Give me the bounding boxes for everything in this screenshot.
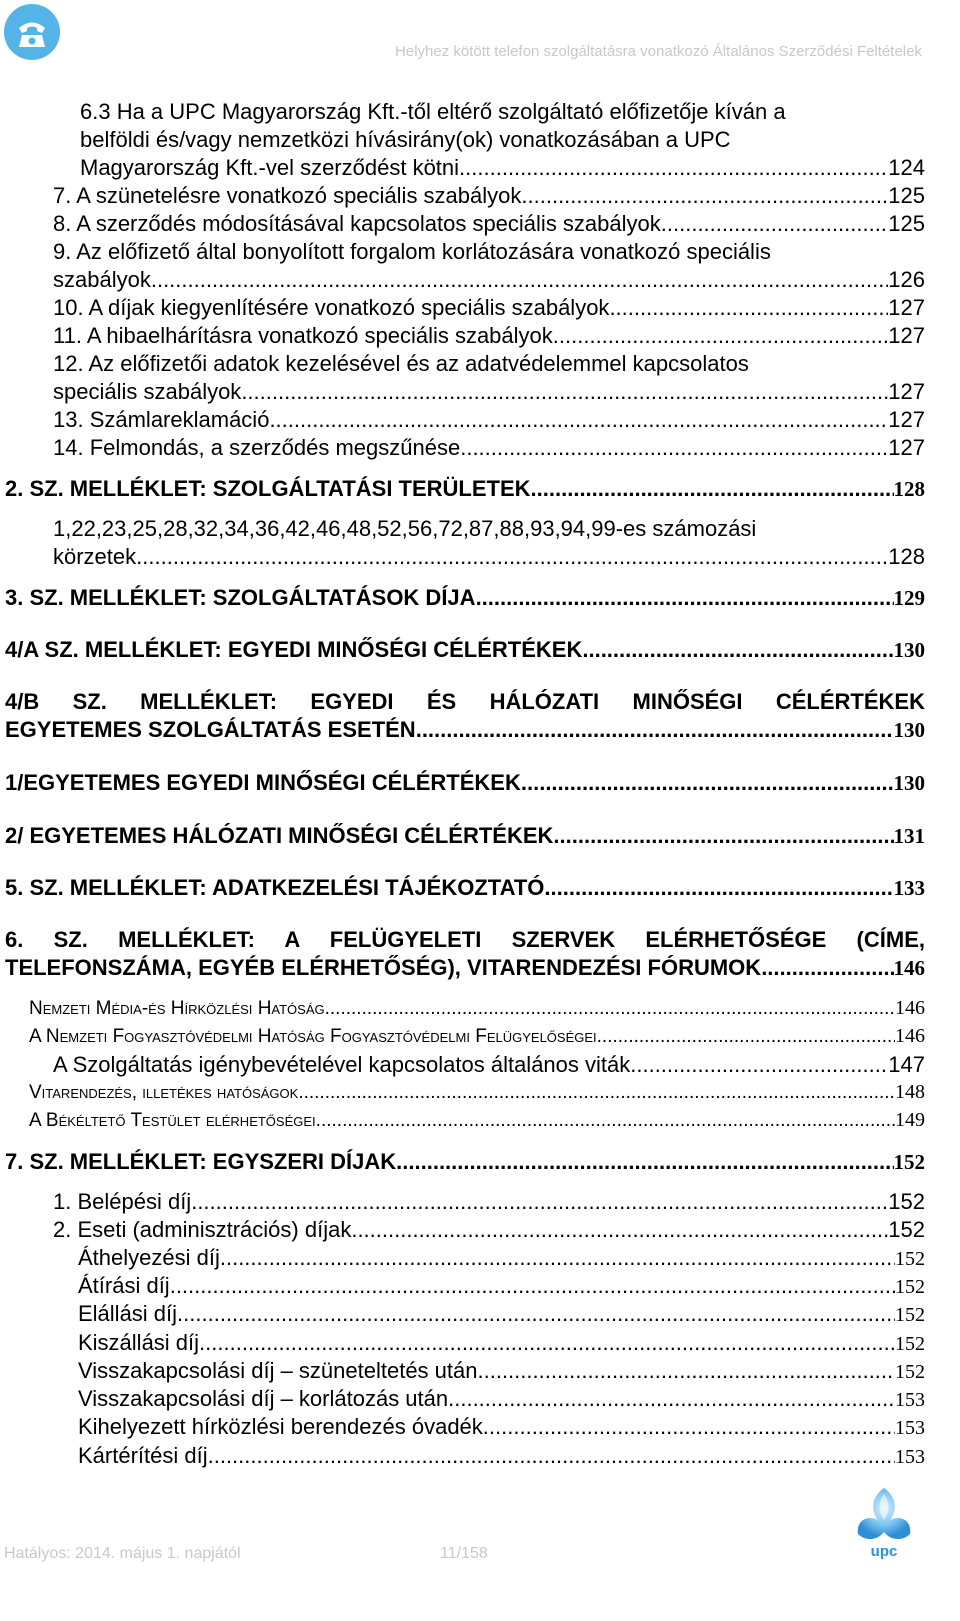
footer-effective-date: Hatályos: 2014. május 1. napjától: [4, 1545, 241, 1562]
dot-leader: [448, 1386, 895, 1412]
dot-leader: [553, 823, 893, 849]
dot-leader: [478, 1358, 896, 1384]
dot-leader: [199, 1330, 895, 1356]
dot-leader: [208, 1443, 895, 1469]
dot-leader: [476, 585, 894, 611]
dot-leader: [241, 379, 888, 405]
toc-entry-text: EGYETEMES SZOLGÁLTATÁS ESETÉN: [5, 717, 416, 742]
toc-entry-text: Kiszállási díj: [78, 1330, 200, 1355]
toc-page-number: 127: [888, 295, 925, 320]
document-header-title: Helyhez kötött telefon szolgáltatásra vonatkozó Általános Szerződési Feltételek: [395, 43, 922, 60]
toc-entry-text: 5. SZ. MELLÉKLET: ADATKEZELÉSI TÁJÉKOZTATÓ: [5, 875, 545, 900]
dot-leader: [269, 407, 888, 433]
toc-page-number: 133: [893, 876, 925, 900]
toc-page-number: 152: [895, 1248, 925, 1270]
toc-page-number: 128: [888, 544, 925, 569]
dot-leader: [416, 717, 894, 743]
dot-leader: [597, 1026, 895, 1048]
dot-leader: [220, 1245, 895, 1271]
dot-leader: [170, 1273, 895, 1299]
dot-leader: [521, 183, 888, 209]
toc-page-number: 127: [888, 407, 925, 432]
toc-entry-text: 2/ EGYETEMES HÁLÓZATI MINŐSÉGI CÉLÉRTÉKEK: [5, 823, 554, 848]
toc-page-number: 152: [895, 1276, 925, 1298]
dot-leader: [298, 1082, 895, 1104]
toc-page-number: 152: [895, 1361, 925, 1383]
toc-page-number: 146: [893, 956, 925, 980]
dot-leader: [661, 211, 889, 237]
toc-entry-text: 6. SZ. MELLÉKLET: A FELÜGYELETI SZERVEK ELÉRHETŐSÉGE (CÍME,: [5, 927, 925, 952]
toc-page-number: 152: [895, 1333, 925, 1355]
toc-entry-text: A Nemzeti Fogyasztóvédelmi Hatóság Fogyasztóvédelmi Felügyelőségei: [29, 1026, 597, 1047]
toc-page-number: 152: [893, 1150, 925, 1174]
toc-page-number: 153: [895, 1417, 925, 1439]
toc-entry-text: Nemzeti Média-és Hírközlési Hatóság: [29, 998, 325, 1019]
toc-entry-text: 7. SZ. MELLÉKLET: EGYSZERI DÍJAK: [5, 1149, 397, 1174]
dot-leader: [553, 323, 889, 349]
toc-page-number: 125: [888, 211, 925, 236]
toc-page-number: 128: [893, 477, 925, 501]
dot-leader: [483, 1414, 895, 1440]
toc-entry-text: 6.3 Ha a UPC Magyarország Kft.-től eltérő szolgáltató előfizetője kíván a: [80, 99, 786, 124]
toc-entry-text: belföldi és/vagy nemzetközi hívásirány(ok) vonatkozásában a UPC: [80, 127, 731, 152]
toc-entry-text: Elállási díj: [78, 1301, 178, 1326]
toc-entry-text: 2. SZ. MELLÉKLET: SZOLGÁLTATÁSI TERÜLETEK: [5, 476, 531, 501]
toc-page-number: 126: [888, 267, 925, 292]
dot-leader: [351, 1217, 888, 1243]
toc-entry-text: Visszakapcsolási díj – korlátozás után: [78, 1386, 449, 1411]
toc-entry-text: 7. A szünetelésre vonatkozó speciális szabályok: [53, 183, 522, 208]
dot-leader: [151, 267, 888, 293]
toc-entry-text: 11. A hibaelhárításra vonatkozó speciális szabályok: [53, 323, 553, 348]
toc-page-number: 148: [895, 1081, 925, 1103]
toc-page-number: 127: [888, 435, 925, 460]
toc-entry-text: 8. A szerződés módosításával kapcsolatos speciális szabályok: [53, 211, 661, 236]
dot-leader: [761, 955, 893, 981]
toc-entry-text: 1. Belépési díj: [53, 1189, 192, 1214]
toc-page-number: 130: [893, 718, 925, 742]
dot-leader: [191, 1189, 888, 1215]
toc-entry-text: 13. Számlareklamáció: [53, 407, 270, 432]
toc-page-number: 153: [895, 1446, 925, 1468]
toc-entry-text: körzetek: [53, 544, 137, 569]
toc-page-number: 146: [895, 1025, 925, 1047]
dot-leader: [521, 770, 894, 796]
toc-page-number: 153: [895, 1389, 925, 1411]
dot-leader: [136, 544, 888, 570]
toc-entry-text: 3. SZ. MELLÉKLET: SZOLGÁLTATÁSOK DÍJA: [5, 585, 476, 610]
toc-entry-text: 4/B SZ. MELLÉKLET: EGYEDI ÉS HÁLÓZATI MINŐSÉGI CÉLÉRTÉKEK: [5, 689, 925, 714]
toc-entry-text: Magyarország Kft.-vel szerződést kötni: [80, 155, 460, 180]
toc-entry-text: Átírási díj: [78, 1273, 170, 1298]
toc-entry-text: szabályok: [53, 267, 151, 292]
toc-entry-text: 10. A díjak kiegyenlítésére vonatkozó speciális szabályok: [53, 295, 610, 320]
toc-entry-text: Kártérítési díj: [78, 1443, 208, 1468]
toc-entry-text: A Szolgáltatás igénybevételével kapcsolatos általános viták: [53, 1052, 631, 1077]
toc-page-number: 130: [893, 638, 925, 662]
toc-entry-text: Vitarendezés, illetékes hatóságok: [29, 1082, 299, 1103]
toc-entry-text: TELEFONSZÁMA, EGYÉB ELÉRHETŐSÉG), VITARENDEZÉSI FÓRUMOK: [5, 955, 762, 980]
toc-entry-text: 14. Felmondás, a szerződés megszűnése: [53, 435, 461, 460]
toc-page-number: 152: [888, 1217, 925, 1242]
toc-entry-text: 1/EGYETEMES EGYEDI MINŐSÉGI CÉLÉRTÉKEK: [5, 770, 521, 795]
dot-leader: [396, 1149, 893, 1175]
toc-entry-text: 1,22,23,25,28,32,34,36,42,46,48,52,56,72,87,88,93,94,99-es számozási: [53, 516, 757, 541]
toc-page-number: 130: [893, 771, 925, 795]
dot-leader: [609, 295, 888, 321]
footer-page-number: 11/158: [440, 1545, 488, 1562]
toc-page-number: 152: [895, 1304, 925, 1326]
toc-page-number: 149: [895, 1109, 925, 1131]
dot-leader: [630, 1052, 888, 1078]
phone-circle-icon: [3, 3, 61, 61]
dot-leader: [325, 998, 895, 1020]
toc-entry-text: Visszakapcsolási díj – szüneteltetés után: [78, 1358, 478, 1383]
toc-page-number: 131: [893, 824, 925, 848]
dot-leader: [544, 875, 893, 901]
toc-entry-text: A Békéltető Testület elérhetőségei: [29, 1110, 316, 1131]
toc-entry-text: 4/A SZ. MELLÉKLET: EGYEDI MINŐSÉGI CÉLÉRTÉKEK: [5, 637, 583, 662]
toc-entry-text: Áthelyezési díj: [78, 1245, 220, 1270]
dot-leader: [582, 637, 893, 663]
toc-page-number: 129: [893, 586, 925, 610]
dot-leader: [177, 1301, 895, 1327]
dot-leader: [459, 155, 888, 181]
svg-text:upc: upc: [870, 1543, 898, 1560]
upc-logo: [846, 1484, 922, 1560]
toc-page-number: 146: [895, 997, 925, 1019]
dot-leader: [460, 435, 888, 461]
toc-page-number: 124: [888, 155, 925, 180]
dot-leader: [531, 476, 894, 502]
toc-page-number: 127: [888, 379, 925, 404]
toc-entry-text: speciális szabályok: [53, 379, 242, 404]
toc-page-number: 127: [888, 323, 925, 348]
toc-entry-text: 9. Az előfizető által bonyolított forgalom korlátozására vonatkozó speciális: [53, 239, 771, 264]
toc-page-number: 125: [888, 183, 925, 208]
toc-page-number: 152: [888, 1189, 925, 1214]
toc-entry-text: 12. Az előfizetői adatok kezelésével és az adatvédelemmel kapcsolatos: [53, 351, 749, 376]
dot-leader: [316, 1110, 895, 1132]
toc-entry-text: 2. Eseti (adminisztrációs) díjak: [53, 1217, 352, 1242]
toc-entry-text: Kihelyezett hírközlési berendezés óvadék: [78, 1414, 483, 1439]
toc-page-number: 147: [888, 1052, 925, 1077]
